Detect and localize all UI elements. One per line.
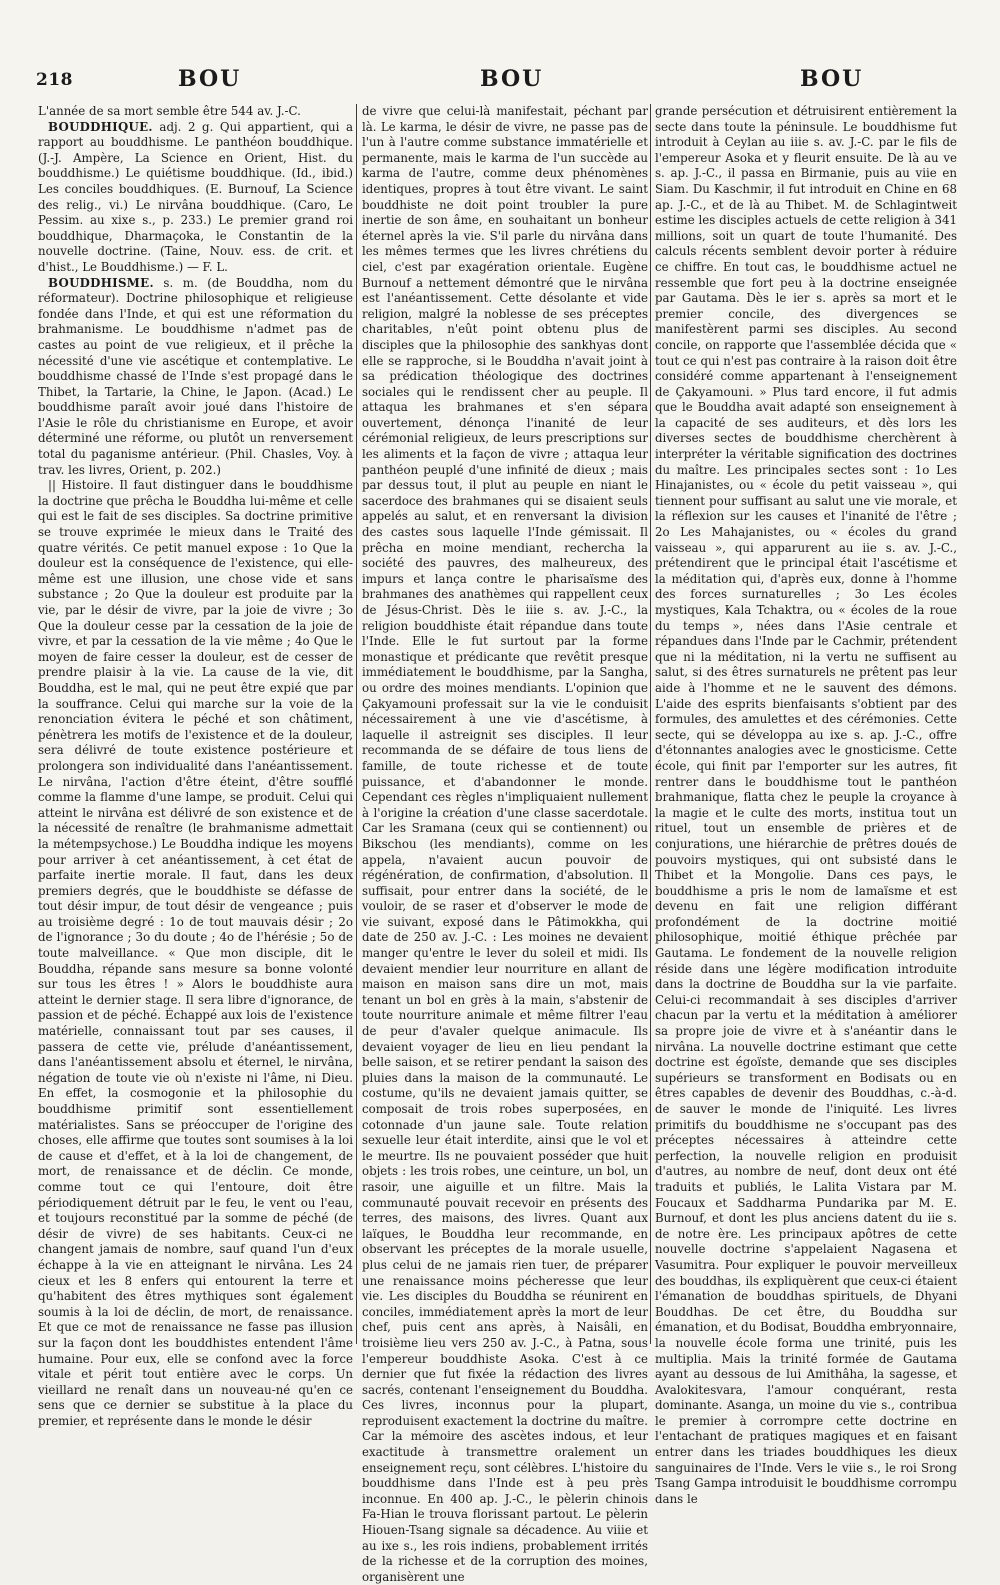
column-rule-1	[356, 104, 357, 1344]
page-number: 218	[36, 70, 73, 90]
column-1	[38, 104, 353, 1428]
column-rule-2	[650, 104, 651, 1344]
running-head-center: BOU	[480, 66, 544, 92]
running-head-right: BOU	[800, 66, 864, 92]
entry-bouddhisme	[38, 276, 353, 479]
column-2-text: de vivre que celui-là manifestait, péchant par là. Le karma, le désir de vivre, ne passe pas de l'un à l'autre comme substance immatérielle et permanente, mais le karma de l'un succède au karma de l'autre, comme deux phénomènes identiques, propres à tout être vivant. Le saint bouddhiste ne doit point troubler la pure inertie de son âme, en souhaitant un bonheur éternel après la vie. S'il parle du nirvâna dans les mêmes termes que les livres chrétiens du ciel, c'est par exagération orientale. Eugène Burnouf a nettement démontré que le nirvâna est l'anéantissement. Cette désolante et vide religion, malgré la noblesse de ses préceptes charitables, n'eût point obtenu plus de disciples que la philosophie des sankhyas dont elle se rapproche, si le Bouddha n'avait joint à sa prédication théologique des doctrines sociales qui le rendissent cher au peuple. Il attaqua les brahmanes et s'en sépara ouvertement, dénonça l'inanité de leur cérémonial religieux, de leurs prescriptions sur les aliments et la façon de vivre ; attaqua leur panthéon peuplé d'une infinité de dieux ; mais par dessus tout, il plut au peuple en niant le sacerdoce des brahmanes qui se disaient seuls appelés au salut, et en renversant la division des castes sous laquelle l'Inde gémissait. Il prêcha en moine mendiant, rechercha la société des pauvres, des malheureux, des impurs et lança contre le pharisaïsme des brahmanes des anathèmes qui rappellent ceux de Jésus-Christ. Dès le iiie s. av. J.-C., la religion bouddhiste était répandue dans toute l'Inde. Elle le fut surtout par la forme monastique et prédicante que revêtit presque immédiatement le bouddhisme, par la Sangha, ou ordre des moines mendiants. L'opinion que Çakyamouni professait sur la vie le conduisit nécessairement à une vie d'ascétisme, à laquelle il astreignit ses disciples. Il leur recommanda de se défaire de tous liens de famille, de toute richesse et de toute puissance, et d'abandonner le monde. Cependant ces règles n'impliquaient nullement à l'origine la création d'une classe sacerdotale. Car les Sramana (ceux qui se contiennent) ou Bikschou (les mendiants), comme on les appela, n'avaient aucun pouvoir de régénération, de confirmation, d'absolution. Il suffisait, pour entrer dans la société, de le vouloir, de se raser et d'observer le mode de vie suivant, exposé dans le Pâtimokkha, qui date de 250 av. J.-C. : Les moines ne devaient manger qu'entre le lever du soleil et midi. Ils devaient mendier leur nourriture en allant de maison en maison sans dire un mot, mais tenant un bol en grès à la main, s'abstenir de toute nourriture animale et même filtrer l'eau de peur d'avaler quelque animacule. Ils devaient voyager de lieu en lieu pendant la belle saison, et se retirer pendant la saison des pluies dans la maison de la communauté. Le costume, qu'ils ne devaient jamais quitter, se composait de trois robes superposées, en cotonnade d'un jaune sale. Toute relation sexuelle leur était interdite, ainsi que le vol et le meurtre. Ils ne pouvaient posséder que huit objets : les trois robes, une ceinture, un bol, un rasoir, une aiguille et un filtre. Mais la communauté pouvait recevoir en présents des terres, des maisons, des livres. Quant aux laïques, le Bouddha leur recommande, en observant les préceptes de la morale usuelle, plus celui de ne jamais rien tuer, de préparer une renaissance moins pécheresse que leur vie. Les disciples du Bouddha se réunirent en conciles, immédiatement après la mort de leur chef, puis cent ans après, à Naisâli, en troisième lieu vers 250 av. J.-C., à Patna, sous l'empereur bouddhiste Asoka. C'est à ce dernier que fut fixée la rédaction des livres sacrés, contenant l'enseignement du Bouddha. Ces livres, inconnus pour la plupart, reproduisent exactement la doctrine du maître. Car la mémoire des ascètes indous, et leur exactitude à transmettre oralement un enseignement reçu, sont célèbres. L'histoire du bouddhisme dans l'Inde est à peu près inconnue. En 400 ap. J.-C., le pèlerin chinois Fa-Hian le trouva florissant partout. Le pèlerin Hiouen-Tsang signale sa décadence. Au viiie et au ixe s., les rois indiens, probablement irrités de la richesse et de la corruption des moines, organisèrent une	[362, 104, 648, 1584]
entry-continuation: L'année de sa mort semble être 544 av. J.-C.	[38, 104, 301, 118]
definition-bouddhique: Qui appartient, qui a rapport au bouddhisme. Le panthéon bouddhique. (J.-J. Ampère, La Science en Orient, Hist. du bouddhisme.) Le quiétisme bouddhique. (Id., ibid.) Les conciles bouddhiques. (E. Burnouf, La Science des relig., vi.) Le nirvâna bouddhique. (Caro, Le Pessim. au xixe s., p. 233.) Le premier grand roi bouddhique, Dharmaçoka, le Constantin de la nouvelle doctrine. (Taine, Nouv. ess. de crit. et d'hist., Le Bouddhisme.) — F. L.	[38, 119, 353, 274]
history-section: || Histoire. Il faut distinguer dans le bouddhisme la doctrine que prêcha le Bouddha lui-même et celle qui est le fait de ses disciples. Sa doctrine primitive se trouve exprimée le mieux dans le Traité des quatre vérités. Ce petit manuel expose : 1o Que la douleur est la conséquence de l'existence, qui elle-même est une illusion, une chose vide et sans substance ; 2o Que la douleur est produite par la vie, par le désir de vivre, par la joie de vivre ; 3o Que la douleur cesse par la cessation de la joie de vivre, et par la cessation de la vie même ; 4o Que le moyen de faire cesser la douleur, est de cesser de prendre plaisir à la vie. La cause de la vie, dit Bouddha, est le mal, qui ne peut être expié que par la souffrance. Celui qui marche sur la voie de la renonciation évitera le péché et son châtiment, pénètrera les motifs de l'existence et de la douleur, sera délivré de toute existence postérieure et prolongera son individualité dans l'anéantissement. Le nirvâna, l'action d'être éteint, d'être soufflé comme la flamme d'une lampe, se produit. Celui qui atteint le nirvâna est délivré de son existence et de la nécessité de renaître (le brahmanisme admettait la métempsychose.) Le Bouddha indique les moyens pour arriver à cet anéantissement, à cet état de parfaite inertie morale. Il faut, dans les deux premiers degrés, que le bouddhiste se défasse de tout désir impur, de tout désir de vengeance ; puis au troisième degré : 1o de tout mauvais désir ; 2o de l'ignorance ; 3o du doute ; 4o de l'hérésie ; 5o de toute malveillance. « Que mon disciple, dit le Bouddha, répande sans mesure sa bonne volonté sur tous les êtres ! » Alors le bouddhiste aura atteint le dernier stage. Il sera libre d'ignorance, de passion et de péché. Échappé aux lois de l'existence matérielle, connaissant tout par ses causes, il passera de cette vie, prélude d'anéantissement, dans l'anéantissement absolu et éternel, le nirvâna, négation de toute vie où n'existe ni l'âme, ni Dieu. En effet, la cosmogonie et la philosophie du bouddhisme primitif sont essentiellement matérialistes. Sans se préoccuper de l'origine des choses, elle affirme que toutes sont soumises à la loi de cause et d'effet, et à la loi de changement, de mort, de renaissance et de déclin. Ce monde, comme tout ce qui l'entoure, doit être périodiquement détruit par le feu, le vent ou l'eau, et toujours reconstitué par la somme de péché (de désir de vivre) de ses habitants. Ceux-ci ne changent jamais de nombre, sauf quand l'un d'eux échappe à la vie en atteignant le nirvâna. Les 24 cieux et les 8 enfers qui entourent la terre et qu'habitent des êtres mythiques sont également soumis à la loi de déclin, de mort, de renaissance. Et que ce mot de renaissance ne fasse pas illusion sur la façon dont les bouddhistes entendent l'âme humaine. Pour eux, elle se confond avec la force vitale et périt tout entière avec le corps. Un vieillard ne renaît dans un nouveau-né qu'en ce sens que ce dernier se substitue à la place du premier, et représente dans le monde le désir	[38, 478, 353, 1428]
column-2	[362, 104, 648, 1584]
grammar-bouddhique: adj. 2 g.	[152, 119, 214, 134]
headword-bouddhique: BOUDDHIQUE.	[48, 119, 153, 134]
definition-bouddhisme: (de Bouddha, nom du réformateur). Doctrine philosophique et religieuse fondée dans l'Inde, et qui est une réformation du brahmanisme. Le bouddhisme n'admet pas de castes au point de vue religieux, et il prêche la nécessité d'une vie ascétique et contemplative. Le bouddhisme chassé de l'Inde s'est propagé dans le Thibet, la Tartarie, la Chine, le Japon. (Acad.) Le bouddhisme paraît avoir joué dans l'histoire de l'Asie le rôle du christianisme en Europe, et avoir déterminé une réforme, ou plutôt un renversement total du paganisme antérieur. (Phil. Chasles, Voy. à trav. les livres, Orient, p. 202.)	[38, 275, 353, 477]
grammar-bouddhisme: s. m.	[153, 275, 198, 290]
headword-bouddhisme: BOUDDHISME.	[48, 275, 154, 290]
column-3-text: grande persécution et détruisirent entièrement la secte dans toute la péninsule. Le bouddhisme fut introduit à Ceylan au iiie s. av. J.-C. par le fils de l'empereur Asoka et y fleurit ensuite. De là au ve s. ap. J.-C., il passa en Birmanie, puis au viie en Siam. Du Kaschmir, il fut introduit en Chine en 68 ap. J.-C., et de là au Thibet. M. de Schlagintweit estime les disciples actuels de cette religion à 341 millions, soit un quart de toute l'humanité. Des calculs récents semblent devoir porter à réduire ce chiffre. En tout cas, le bouddhisme actuel ne ressemble que fort peu à la doctrine enseignée par Gautama. Dès le ier s. après sa mort et le premier concile, des divergences se manifestèrent parmi ses disciples. Au second concile, on rapporte que l'assemblée décida que « tout ce qui n'est pas contraire à la raison doit être considéré comme appartenant à l'enseignement de Çakyamouni. » Plus tard encore, il fut admis que le Bouddha avait adapté son enseignement à la capacité de ses auditeurs, et dès lors les diverses sectes de bouddhisme cherchèrent à interpréter la véritable signification des doctrines du maître. Les principales sectes sont : 1o Les Hinajanistes, ou « école du petit vaisseau », qui tiennent pour suffisant au salut une vie morale, et la réflexion sur les causes et l'inanité de l'être ; 2o Les Mahajanistes, ou « écoles du grand vaisseau », qui apparurent au iie s. av. J.-C., prétendirent que le principal était l'ascétisme et la méditation qui, d'après eux, donne à l'homme des forces surnaturelles ; 3o Les écoles mystiques, Kala Tchaktra, ou « écoles de la roue du temps », nées dans l'Asie centrale et répandues dans l'Inde par le Cachmir, prétendent que ni la méditation, ni la vertu ne suffisent au salut, si des êtres surnaturels ne prêtent pas leur aide à l'homme et ne le sauvent des démons. L'aide des esprits bienfaisants s'obtient par des formules, des amulettes et des cérémonies. Cette secte, qui se développa au ixe s. ap. J.-C., offre d'étonnantes analogies avec le gnosticisme. Cette école, qui finit par l'emporter sur les autres, fit rentrer dans le bouddhisme tout le panthéon brahmanique, flatta chez le peuple la croyance à la magie et le culte des morts, institua tout un rituel, tout un ensemble de prières et de conjurations, une hiérarchie de prêtres doués de pouvoirs mystiques, qui ont subsisté dans le Thibet et la Mongolie. Dans ces pays, le bouddhisme a pris le nom de lamaïsme et est devenu en fait une religion différant profondément de la doctrine moitié philosophique, moitié éthique prêchée par Gautama. Le fondement de la nouvelle religion réside dans une légère modification introduite dans la doctrine de Bouddha sur la vie parfaite. Celui-ci recommandait à ses disciples d'arriver chacun par la vertu et la méditation à améliorer sa propre joie de vivre et à s'anéantir dans le nirvâna. La nouvelle doctrine estimant que cette doctrine est égoïste, demande que ses disciples supérieurs se transforment en Bodisats ou en êtres capables de devenir des Bouddhas, c.-à-d. de sauver le monde de l'iniquité. Les livres primitifs du bouddhisme ne s'occupant pas des préceptes nécessaires à atteindre cette perfection, la nouvelle religion en produisit d'autres, au nombre de neuf, dont deux ont été traduits et publiés, le Lalita Vistara par M. Foucaux et Saddharma Pundarika par M. E. Burnouf, et dont les plus anciens datent du iie s. de notre ère. Les principaux apôtres de cette nouvelle doctrine s'appelaient Nagasena et Vasumitra. Pour expliquer le pouvoir merveilleux des bouddhas, ils expliquèrent que ceux-ci étaient l'émanation de bouddhas spirituels, de Dhyani Bouddhas. De cet être, du Bouddha sur émanation, et du Bodisat, Bouddha embryonnaire, la nouvelle école forma une trinité, puis les multiplia. Mais la trinité formée de Gautama ayant au dessous de lui Amithâha, la sagesse, et Avalokitesvara, l'amour conquérant, resta dominante. Asanga, un moine du vie s., contribua le premier à corrompre cette doctrine en l'entachant de pratiques magiques et en faisant entrer dans les triades bouddhiques les dieux sanguinaires de l'Inde. Vers le viie s., le roi Srong Tsang Gampa introduisit le bouddhisme corrompu dans le	[655, 104, 957, 1506]
column-3	[655, 104, 957, 1506]
entry-bouddhique	[38, 120, 353, 276]
running-head-left: BOU	[178, 66, 242, 92]
